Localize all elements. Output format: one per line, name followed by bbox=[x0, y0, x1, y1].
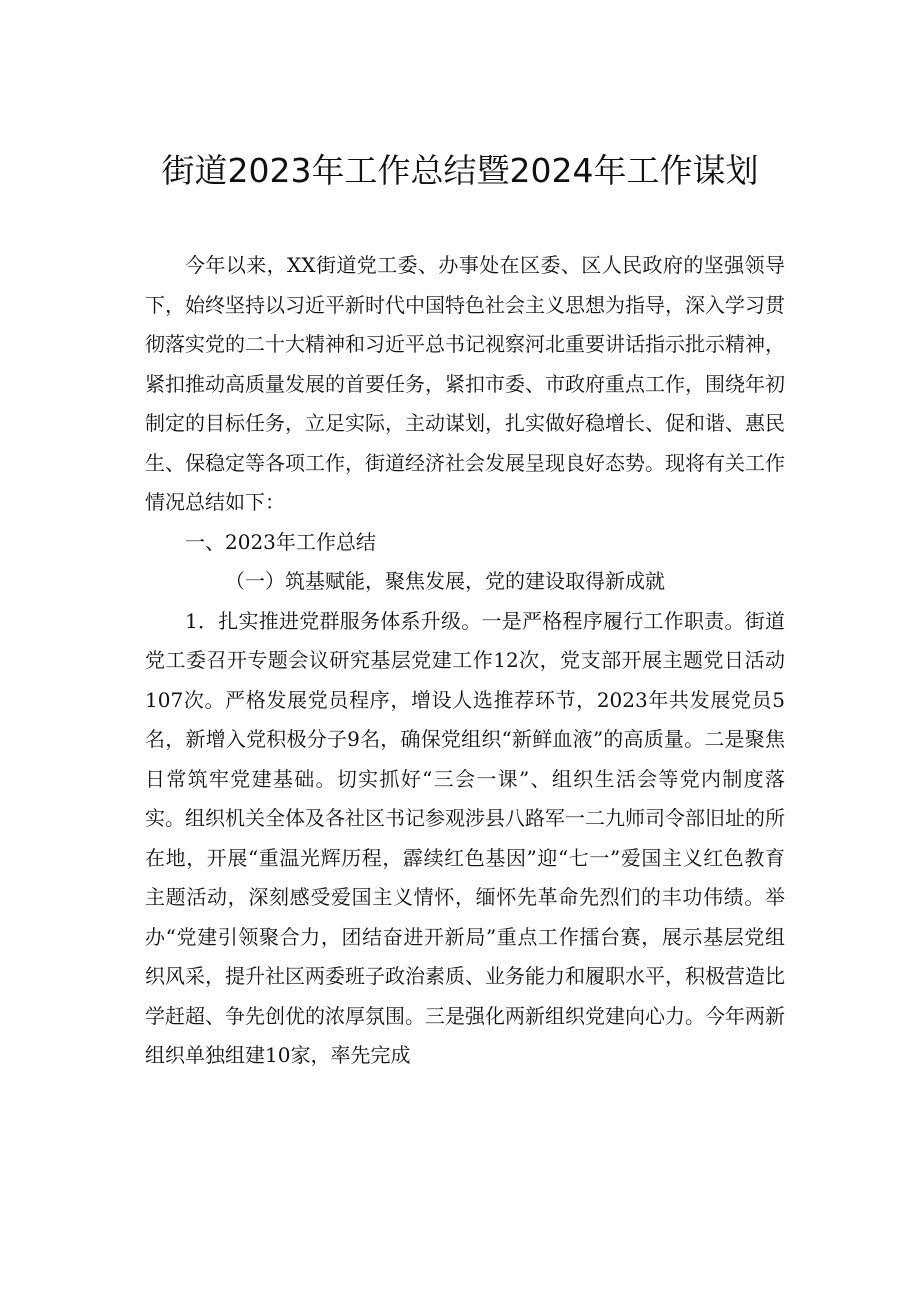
item-paragraph: 1．扎实推进党群服务体系升级。一是严格程序履行工作职责。街道党工委召开专题会议研究基层党建工作12次，党支部开展主题党日活动107次。严格发展党员程序，增设人选推荐环节，2023年共发展党员5名，新增入党积极分子9名，确保党组织“新鲜血液”的高质量。二是聚焦日常筑牢党建基础。切实抓好“三会一课”、组织生活会等党内制度落实。组织机关全体及各社区书记参观涉县八路军一二九师司令部旧址的所在地，开展“重温光辉历程，霹续红色基因”迎“七一”爱国主义红色教育主题活动，深刻感受爱国主义情怀，缅怀先革命先烈们的丰功伟绩。举办“党建引领聚合力，团结奋进开新局”重点工作擂台赛，展示基层党组织风采，提升社区两委班子政治素质、业务能力和履职水平，积极营造比学赶超、争先创优的浓厚氛围。三是强化两新组织党建向心力。今年两新组织单独组建10家，率先完成 bbox=[145, 608, 785, 1067]
section-heading: 一、2023年工作总结 bbox=[185, 529, 376, 554]
subsection-heading: （一）筑基赋能，聚焦发展，党的建设取得新成就 bbox=[225, 569, 665, 593]
intro-paragraph: 今年以来，XX街道党工委、办事处在区委、区人民政府的坚强领导下，始终坚持以习近平新时代中国特色社会主义思想为指导，深入学习贯彻落实党的二十大精神和习近平总书记视察河北重要讲话指示批示精神，紧扣推动高质量发展的首要任务，紧扣市委、市政府重点工作，围绕年初制定的目标任务，立足实际，主动谋划，扎实做好稳增长、促和谐、惠民生、保稳定等各项工作，街道经济社会发展呈现良好态势。现将有关工作情况总结如下： bbox=[145, 253, 785, 514]
document-title: 街道2023年工作总结暨2024年工作谋划 bbox=[161, 151, 759, 190]
document-body bbox=[145, 246, 785, 1076]
